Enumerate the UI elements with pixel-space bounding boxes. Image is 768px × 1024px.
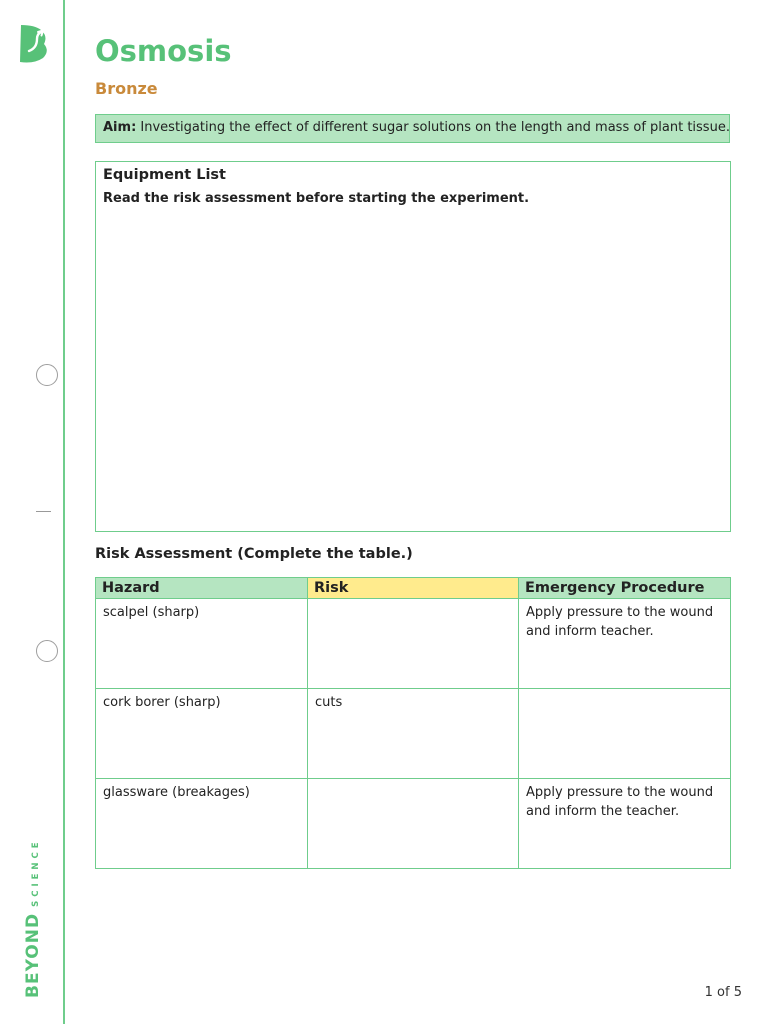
- brand-tagline: SCIENCE: [31, 838, 41, 907]
- column-header-risk: Risk: [308, 578, 519, 599]
- table-row: [96, 779, 731, 869]
- page-title: Osmosis: [95, 34, 232, 68]
- aim-box: [95, 114, 730, 143]
- equipment-title: Equipment List: [103, 167, 226, 183]
- risk-assessment-heading: Risk Assessment (Complete the table.): [95, 546, 413, 562]
- hazard-cell[interactable]: scalpel (sharp): [96, 599, 308, 689]
- risk-table: [95, 577, 731, 869]
- aim-label: Aim:: [103, 120, 137, 135]
- brand-name: BEYOND: [23, 912, 43, 998]
- table-row: [96, 599, 731, 689]
- equipment-instruction: Read the risk assessment before starting the experiment.: [103, 191, 530, 206]
- risk-cell[interactable]: [308, 599, 519, 689]
- procedure-cell[interactable]: [519, 689, 731, 779]
- brand-vertical: [23, 838, 43, 998]
- procedure-cell[interactable]: Apply pressure to the wound and inform teacher.: [519, 599, 731, 689]
- hazard-cell[interactable]: glassware (breakages): [96, 779, 308, 869]
- procedure-cell[interactable]: Apply pressure to the wound and inform the teacher.: [519, 779, 731, 869]
- margin-line: [63, 0, 65, 1024]
- fold-mark: [36, 511, 51, 512]
- aim-text: Investigating the effect of different sugar solutions on the length and mass of plant tissue.: [140, 120, 730, 135]
- risk-cell[interactable]: [308, 779, 519, 869]
- hazard-cell[interactable]: cork borer (sharp): [96, 689, 308, 779]
- table-row: [96, 689, 731, 779]
- punch-hole: [36, 364, 58, 386]
- table-header-row: [96, 578, 731, 599]
- page-number: 1 of 5: [704, 985, 742, 1000]
- column-header-procedure: Emergency Procedure: [519, 578, 731, 599]
- column-header-hazard: Hazard: [96, 578, 308, 599]
- beyond-logo-icon: [16, 24, 50, 64]
- punch-hole: [36, 640, 58, 662]
- level-label: Bronze: [95, 79, 158, 98]
- equipment-box[interactable]: [95, 161, 731, 532]
- risk-cell[interactable]: cuts: [308, 689, 519, 779]
